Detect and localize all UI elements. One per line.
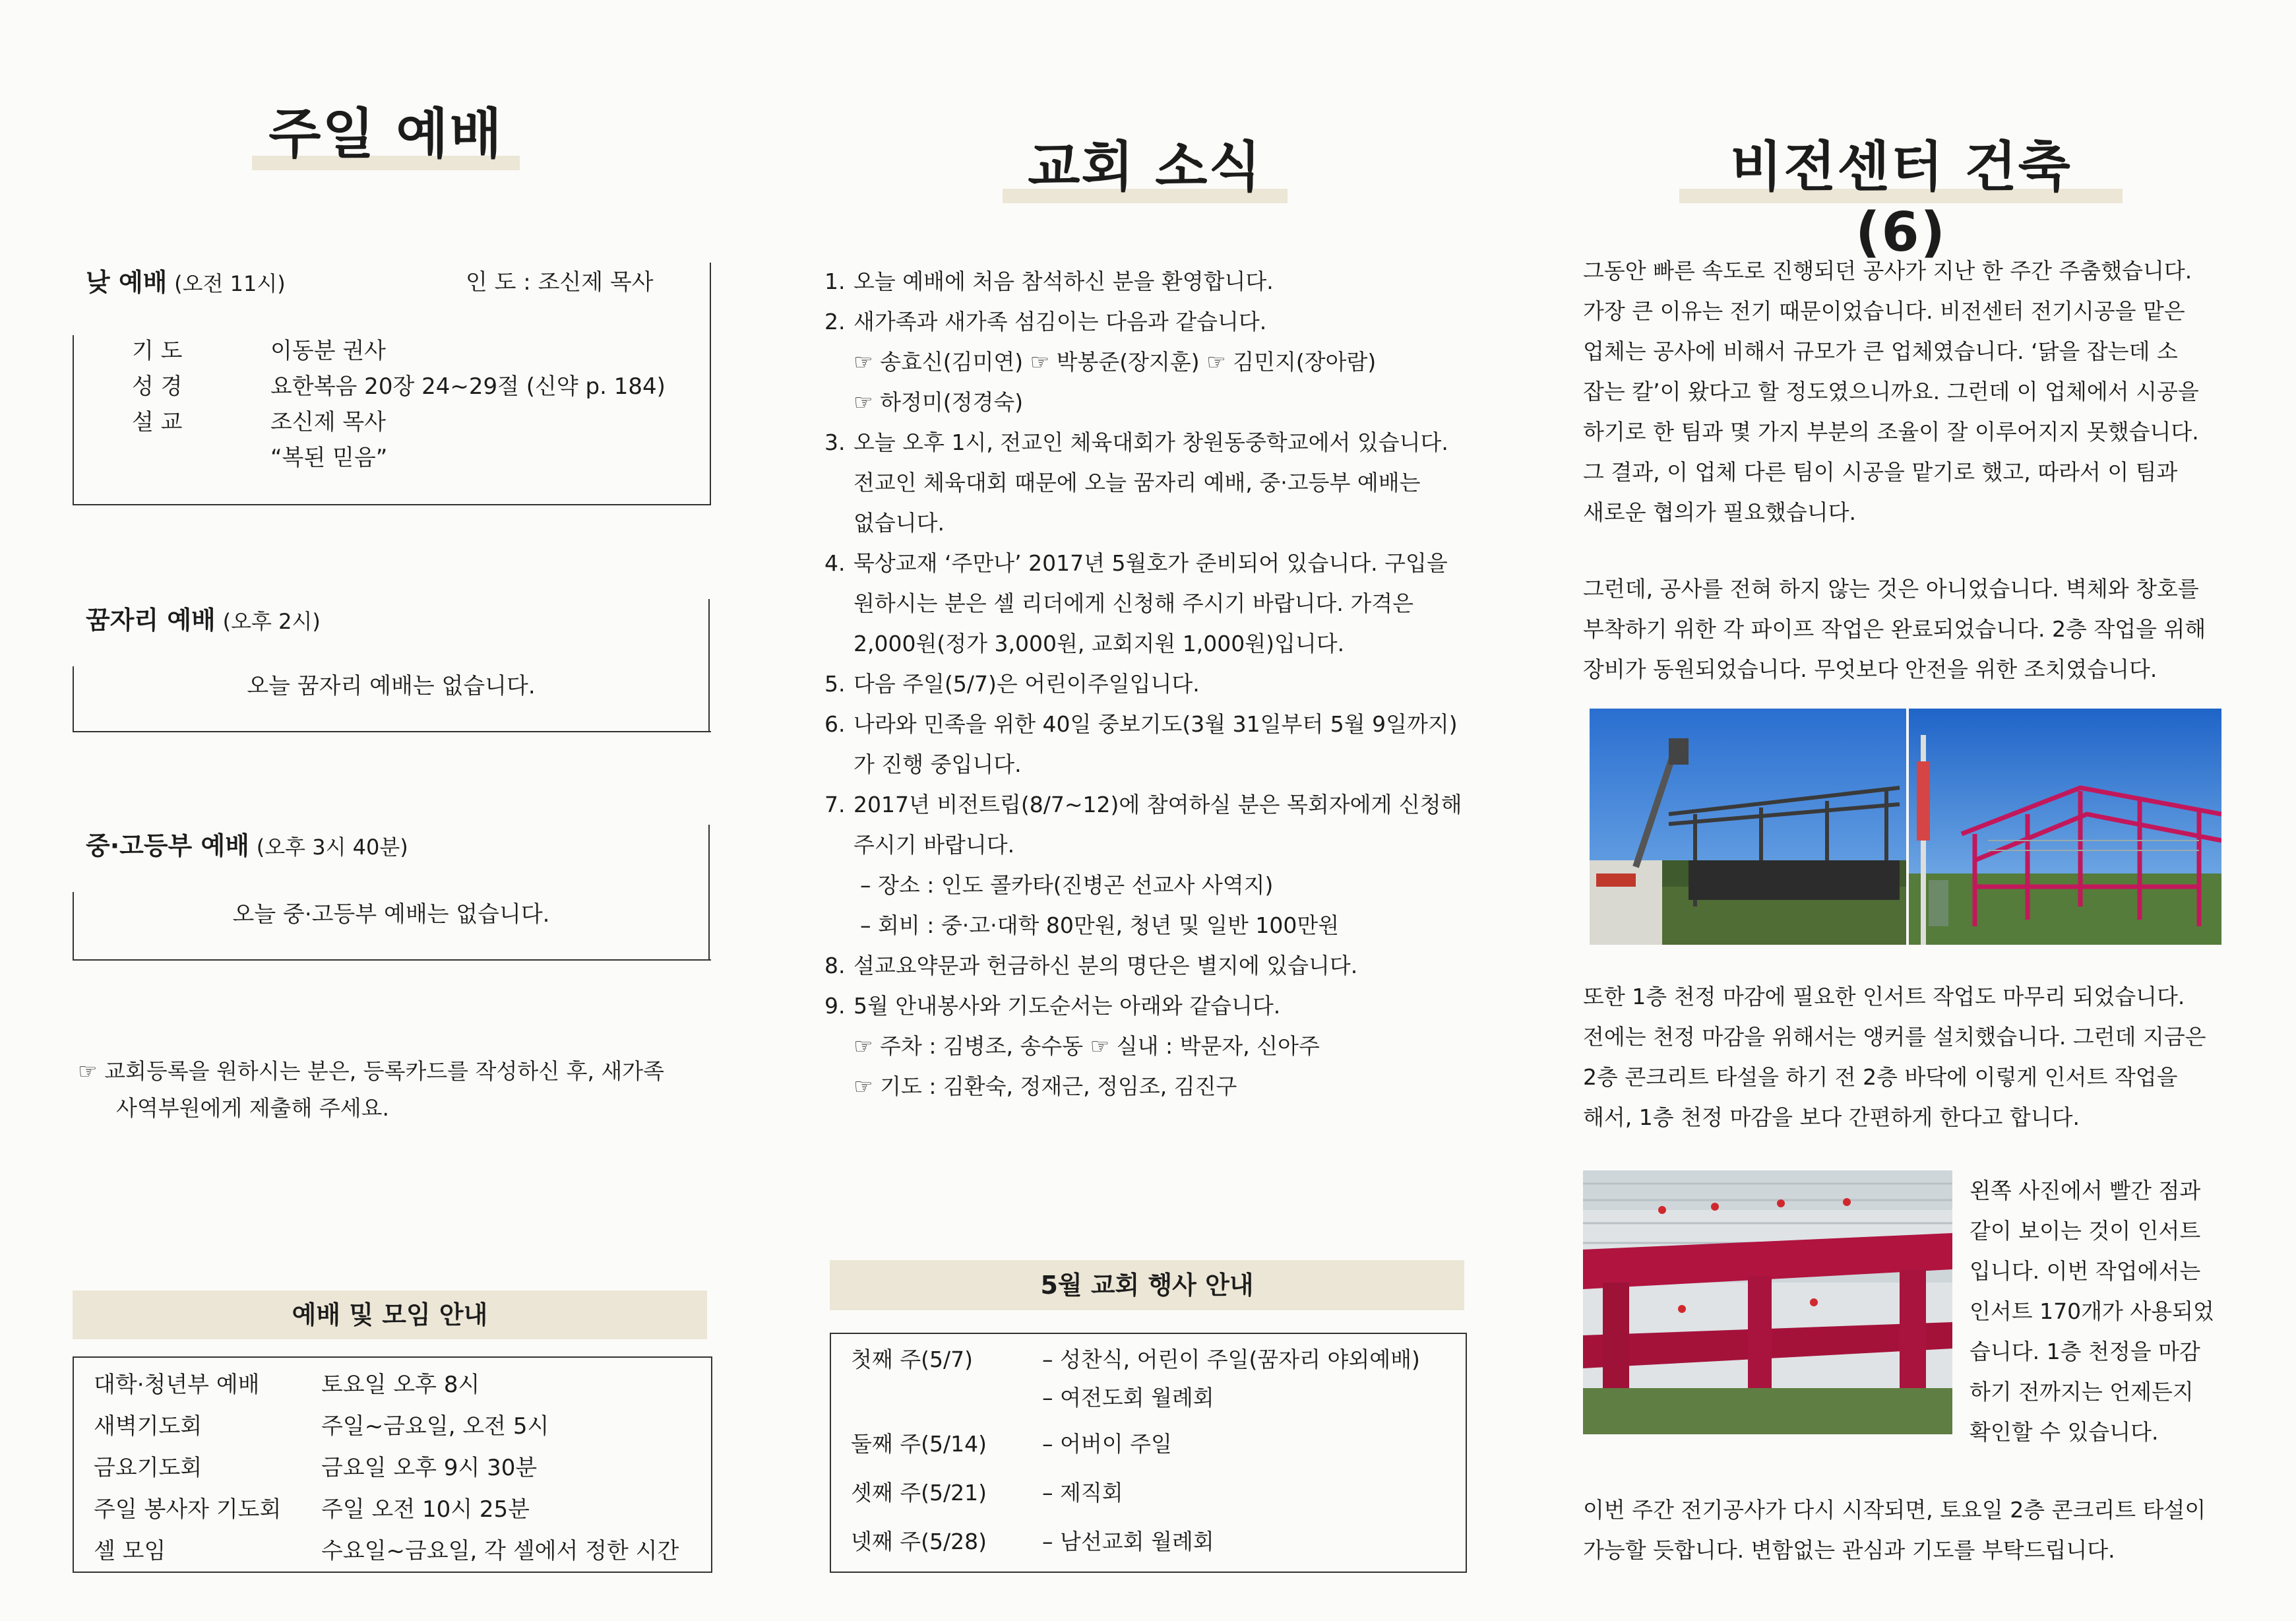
event-row: 첫째 주(5/7) – 성찬식, 어린이 주일(꿈자리 야외예배) – 여전도회 월례회: [851, 1347, 1420, 1411]
construction-paragraph-1: 그동안 빠른 속도로 진행되던 공사가 지난 한 주간 주춤했습니다. 가장 큰 이유는 전기 때문이었습니다. 비전센터 전기시공을 맡은 업체는 공사에 비해서 규모가 큰 업체였습니다. ‘닭을 잡는데 소 잡는 칼’이 왔다고 할 정도였으니까요. 그런데 이 업체에서 시공을 하기로 한 팀과 몇 가지 부분의 조율이 잘 이루어지지 못했습니다. 그 결과, 이 업체 다른 팀이 시공을 맡기로 했고, 따라서 이 팀과 새로운 협의가 필요했습니다.: [1583, 258, 2199, 525]
morning-heading: 낮 예배 (오전 11시): [86, 268, 286, 297]
schedule-row: 새벽기도회 주일~금요일, 오전 5시: [94, 1413, 549, 1440]
schedule-title: 예배 및 모임 안내: [73, 1290, 707, 1339]
construction-photo-crane: [1590, 709, 1906, 945]
news-item-7: 7. 2017년 비전트립(8/7~12)에 참여하실 분은 목회자에게 신청해 주시기 바랍니다. – 장소 : 인도 콜카타(진병곤 선교사 사역지) – 회비 : 중·고·대학 80만원, 청년 및 일반 100만원: [824, 792, 1462, 938]
construction-paragraph-3: 또한 1층 천정 마감에 필요한 인서트 작업도 마무리 되었습니다. 전에는 천정 마감을 위해서는 앵커를 설치했습니다. 그런데 지금은 2층 콘크리트 타설을 하기 전 2층 바닥에 이렇게 인서트 작업을 해서, 1층 천정 마감을 보다 간편하게 한다고 합니다.: [1583, 984, 2206, 1130]
news-item-5: 5. 다음 주일(5/7)은 어린이주일입니다.: [824, 671, 1200, 697]
registration-notice: ☞ 교회등록을 원하시는 분은, 등록카드를 작성하신 후, 새가족 사역부원에게 제출해 주세요.: [78, 1058, 665, 1121]
construction-paragraph-4: 이번 주간 전기공사가 다시 시작되면, 토요일 2층 콘크리트 타설이 가능할 듯합니다. 변함없는 관심과 기도를 부탁드립니다.: [1583, 1497, 2206, 1563]
news-item-2: 2. 새가족과 새가족 섬김이는 다음과 같습니다. ☞ 송효신(김미연) ☞ 박봉준(장지훈) ☞ 김민지(장아람) ☞ 하정미(정경숙): [824, 309, 1377, 415]
sermon-title: “복된 믿음”: [270, 445, 388, 471]
news-item-1: 1. 오늘 예배에 처음 참석하신 분을 환영합니다.: [824, 269, 1274, 294]
dream-note: 오늘 꿈자리 예배는 없습니다.: [247, 673, 536, 699]
morning-box-left: [73, 335, 74, 504]
item-scripture: 성 경 요한복음 20장 24~29절 (신약 p. 184): [132, 373, 666, 400]
news-item-9: 9. 5월 안내봉사와 기도순서는 아래와 같습니다. ☞ 주차 : 김병조, 송수동 ☞ 실내 : 박문자, 신아주 ☞ 기도 : 김환숙, 정재근, 정임조, 김진구: [824, 993, 1320, 1099]
schedule-row: 대학·청년부 예배 토요일 오후 8시: [94, 1372, 480, 1398]
event-row: 넷째 주(5/28) – 남선교회 월례회: [851, 1529, 1214, 1554]
morning-leader: 인 도 : 조신제 목사: [466, 269, 654, 296]
news-item-6: 6. 나라와 민족을 위한 40일 중보기도(3월 31일부터 5월 9일까지) 가 진행 중입니다.: [824, 711, 1458, 777]
news-item-3: 3. 오늘 오후 1시, 전교인 체육대회가 창원동중학교에서 있습니다. 전교인 체육대회 때문에 오늘 꿈자리 예배, 중·고등부 예배는 없습니다.: [824, 429, 1448, 536]
construction-paragraph-2: 그런데, 공사를 전혀 하지 않는 것은 아니었습니다. 벽체와 창호를 부착하기 위한 각 파이프 작업은 완료되었습니다. 2층 작업을 위해 장비가 동원되었습니다. 무엇보다 안전을 위한 조치였습니다.: [1583, 576, 2206, 682]
item-sermon: 설 교 조신제 목사: [132, 409, 387, 435]
page-title-worship: 주일 예배: [268, 103, 503, 166]
page-title-construction: 비전센터 건축 (6): [1730, 136, 2072, 264]
youth-heading: 중·고등부 예배 (오후 3시 40분): [86, 831, 408, 860]
news-list: [824, 261, 1484, 1106]
photo-caption: 왼쪽 사진에서 빨간 점과 같이 보이는 것이 인서트 입니다. 이번 작업에서는 인서트 170개가 사용되었 습니다. 1층 천정을 마감 하기 전까지는 언제든지 확인할 수 있습니다.: [1970, 1178, 2214, 1445]
construction-photo-frame: [1909, 709, 2221, 945]
youth-note: 오늘 중·고등부 예배는 없습니다.: [232, 901, 550, 928]
events-title: 5월 교회 행사 안내: [830, 1260, 1464, 1310]
news-item-8: 8. 설교요약문과 헌금하신 분의 명단은 별지에 있습니다.: [824, 953, 1358, 978]
dream-heading: 꿈자리 예배 (오후 2시): [86, 606, 321, 635]
event-row: 둘째 주(5/14) – 어버이 주일: [851, 1431, 1172, 1457]
item-prayer: 기 도 이동분 권사: [132, 338, 387, 364]
page-title-news: 교회 소식: [1028, 136, 1262, 199]
morning-items: [132, 333, 699, 476]
insert-ceiling-photo: [1583, 1170, 1952, 1434]
events-table: [830, 1333, 1467, 1573]
news-item-4: 4. 묵상교재 ‘주만나’ 2017년 5월호가 준비되어 있습니다. 구입을 원하시는 분은 셀 리더에게 신청해 주시기 바랍니다. 가격은 2,000원(정가 3,000원, 교회지원 1,000원)입니다.: [824, 550, 1448, 656]
event-row: 셋째 주(5/21) – 제직회: [851, 1480, 1123, 1506]
schedule-row: 금요기도회 금요일 오후 9시 30분: [94, 1455, 538, 1481]
schedule-row: 주일 봉사자 기도회 주일 오전 10시 25분: [94, 1496, 530, 1523]
schedule-table: [73, 1356, 712, 1573]
sermon-title-row: [132, 440, 699, 476]
schedule-row: 셀 모임 수요일~금요일, 각 셀에서 정한 시간: [94, 1538, 679, 1564]
